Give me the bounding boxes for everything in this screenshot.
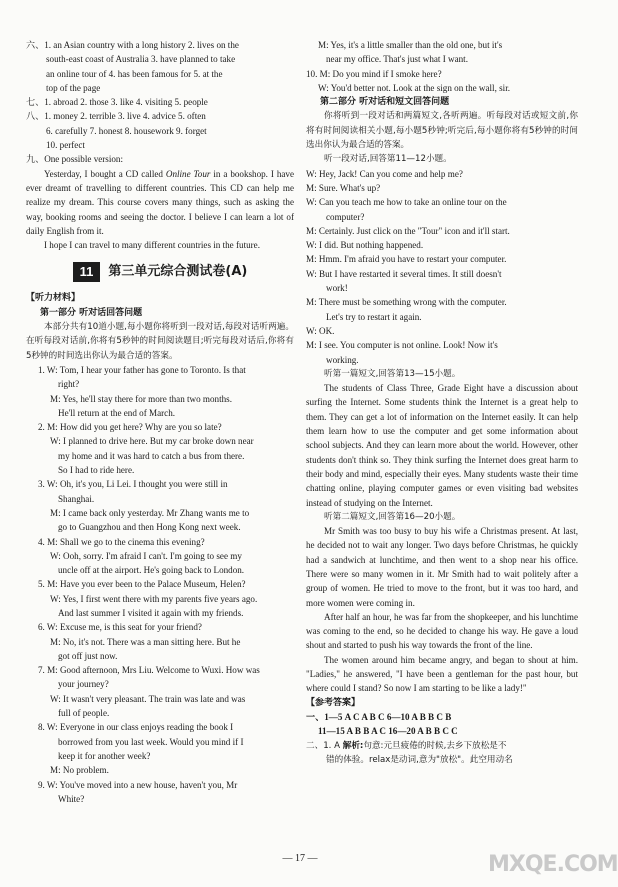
dialogue-line: W: Yes, I first went there with my parents five years ago. (50, 593, 258, 604)
passage1-intro: 听第一篇短文,回答第13—15小题。 (324, 368, 461, 379)
explanation-label: 解析: (342, 740, 364, 751)
watermark-logo: MXQE.COM (488, 852, 618, 877)
dialogue-line: working. (326, 354, 359, 365)
part1-title: 第一部分 听对话回答问题 (40, 307, 143, 318)
answer-line: 11—15 A B B A C 16—20 A B B C C (318, 726, 458, 737)
passage1-text: The students of Class Three, Grade Eight have a discussion about surfing the Internet. Some students think the Internet is a great help to them. They can get a lot of information on the Internet easily. It can help them learn how to use the computer and get some information about school subjects. And they can learn more about the world. However, other students don't think so. They think surfing the Internet does great harm to their body and mind, especially their eyes. Many students waste their time chatting online, playing computer games or even visiting bad websites instead of studying on the Internet. (306, 383, 578, 508)
essay-text: in a bookshop. I have ever dreamt of travelling to different countries. This CD can help me realize my dream. This course covers many things, such as asking the way, booking rooms and seeing the doctor. I believe I can learn a lot of daily English from it. (26, 168, 295, 236)
dialogue-line: 9. W: You've moved into a new house, haven't you, Mr (38, 779, 238, 790)
q6-line: top of the page (46, 82, 101, 93)
dialogue-line: W: It wasn't very pleasant. The train was late and was (50, 693, 246, 704)
dialogue-line: He'll return at the end of March. (58, 407, 176, 418)
dialogue-line: W: Can you teach me how to take an online tour on the (306, 197, 507, 208)
q8-line: 10. perfect (46, 140, 85, 151)
essay-text: Yesterday, I bought a CD called (44, 168, 166, 179)
page-number: — 17 — (282, 853, 318, 864)
unit-heading (26, 262, 294, 282)
answer-text: 句意:元旦疲倦的时候,去乡下放松是不 (363, 740, 507, 751)
left-column (26, 38, 294, 806)
dialogue-line: And last summer I visited it again with my friends. (58, 607, 244, 618)
answer-line (306, 739, 578, 753)
answer-line: 错的体验。relax是动词,意为"放松"。此空用动名 (326, 754, 513, 765)
essay-cd-title: Online Tour (165, 168, 211, 179)
essay-paragraph (26, 167, 294, 238)
dialogue-line: 1. W: Tom, I hear your father has gone to Toronto. Is that (38, 364, 246, 375)
passage2-text: Mr Smith was too busy to buy his wife a Christmas present. At last, he decided not to wait any longer. Two days before Christmas, he quickly had a sandwich at lunchtime, and then went to a shop near his office. There were so many women in it. Mr Smith had to wait politely after a group of women. He tried to move to the front, but it was too hard, and more women were coming in. (306, 526, 578, 608)
dialogue-line: M: Yes, he'll stay there for more than two months. (50, 393, 232, 404)
dialogue-line: M: Yes, it's a little smaller than the old one, but it's (318, 40, 503, 50)
dialogue-line: work! (326, 283, 348, 294)
dialogue-line: So I had to ride here. (58, 465, 135, 476)
dialogue-line: 2. M: How did you get here? Why are you so late? (38, 422, 222, 433)
dialogue-line: M: Sure. What's up? (306, 182, 381, 193)
dialogue-line: 7. M: Good afternoon, Mrs Liu. Welcome to Wuxi. How was (38, 665, 260, 676)
dialogue-line: W: OK. (306, 325, 335, 336)
answers-header: 【参考答案】 (306, 697, 361, 708)
q8-line: 6. carefully 7. honest 8. housework 9. forget (46, 125, 207, 136)
dialogue-line: 8. W: Everyone in our class enjoys reading the book I (38, 722, 234, 733)
dialogue-line: right? (58, 379, 80, 390)
dialogue-line: M: Certainly. Just click on the "Tour" icon and it'll start. (306, 225, 510, 236)
answer-line: 一、1—5 A C A B C 6—10 A B B C B (306, 711, 452, 722)
q6-line: 六、1. an Asian country with a long history 2. lives on the (26, 40, 239, 50)
right-column (306, 38, 578, 767)
dialogue-line: my home and it was hard to catch a bus from there. (58, 450, 245, 461)
dialogue-line: M: I see. You computer is not online. Look! Now it's (306, 340, 498, 351)
dialogue-list (26, 363, 294, 806)
dialogue-intro: 听一段对话,回答第11—12小题。 (324, 154, 452, 165)
dialogue-line: 4. M: Shall we go to the cinema this evening? (38, 536, 205, 547)
q8-line: 八、1. money 2. terrible 3. live 4. advice 5. often (26, 111, 206, 122)
dialogue-line: White? (58, 793, 85, 804)
dialogue-line: Shanghai. (58, 493, 95, 504)
dialogue-line: M: No, it's not. There was a man sitting here. But he (50, 636, 241, 647)
unit-number-badge: 11 (73, 262, 101, 282)
dialogue-line: W: I planned to drive here. But my car broke down near (50, 436, 254, 447)
dialogue-line: keep it for another week? (58, 750, 151, 761)
listening-header: 【听力材料】 (26, 293, 81, 304)
dialogue-line: M: No problem. (50, 765, 109, 776)
dialogue-line: M: Hmm. I'm afraid you have to restart your computer. (306, 254, 507, 265)
unit-title: 第三单元综合测试卷(A) (108, 264, 248, 280)
passage2-intro: 听第二篇短文,回答第16—20小题。 (324, 511, 461, 522)
part2-intro: 你将听到一段对话和两篇短文,各听两遍。听每段对话或短文前,你将有时间阅读相关小题,每小题5秒钟;听完后,每小题你将有5秒钟的时间选出你认为最合适的答案。 (306, 111, 578, 151)
q6-line: an online tour of 4. has been famous for 5. at the (46, 68, 223, 79)
dialogue-line: uncle off at the airport. He's going back to London. (58, 565, 245, 576)
dialogue-line: W: I did. But nothing happened. (306, 240, 424, 251)
passage2-text: The women around him became angry, and began to shout at him. "Ladies," he answered, "I have been a gentleman for the past hour, but where could I stand? So now I am starting to be like a lady!" (306, 654, 578, 694)
dialogue-line: W: You'd better not. Look at the sign on the wall, sir. (318, 82, 510, 93)
dialogue-line: W: Ooh, sorry. I'm afraid I can't. I'm going to see my (50, 550, 242, 561)
part1-intro: 本部分共有10道小题,每小题你将听到一段对话,每段对话听两遍。在听每段对话前,你将有5秒钟的时间阅读题目;听完每段对话后,你将有5秒钟的时间选出你认为最合适的答案。 (26, 322, 294, 361)
dialogue-line: full of people. (58, 708, 110, 719)
dialogue-line: 10. M: Do you mind if I smoke here? (306, 68, 442, 79)
dialogue-line: 5. M: Have you ever been to the Palace Museum, Helen? (38, 579, 246, 590)
q9-title: 九、One possible version: (26, 154, 123, 165)
dialogue-line: 6. W: Excuse me, is this seat for your friend? (38, 622, 202, 633)
dialogue-line: go to Guangzhou and then Hong Kong next week. (58, 522, 241, 533)
dialogue-line: M: There must be something wrong with the computer. (306, 297, 507, 308)
answer-text: 二、1. A (306, 740, 343, 751)
q7-line: 七、1. abroad 2. those 3. like 4. visiting 5. people (26, 97, 208, 108)
dialogue-line: near my office. That's just what I want. (326, 54, 468, 65)
dialogue-line: W: Hey, Jack! Can you come and help me? (306, 168, 463, 179)
dialogue-line: borrowed from you last week. Would you mind if I (58, 736, 244, 747)
passage2-text: After half an hour, he was far from the shopkeeper, and his lunchtime was coming to the end, so he decided to change his way. He gave a loud shout and started to push his way towards the front of the line. (306, 611, 578, 651)
dialogue-line: Let's try to restart it again. (326, 311, 422, 322)
q6-line: south-east coast of Australia 3. have planned to take (46, 54, 236, 65)
dialogue-line: W: But I have restarted it several times. It still doesn't (306, 268, 502, 279)
essay-paragraph: I hope I can travel to many different countries in the future. (44, 240, 260, 251)
dialogue-line: your journey? (58, 679, 109, 690)
part2-title: 第二部分 听对话和短文回答问题 (320, 97, 450, 108)
dialogue-line: got off just now. (58, 650, 118, 661)
dialogue-line: M: I came back only yesterday. Mr Zhang wants me to (50, 507, 250, 518)
dialogue-line: computer? (326, 211, 365, 222)
dialogue-line: 3. W: Oh, it's you, Li Lei. I thought you were still in (38, 479, 228, 490)
